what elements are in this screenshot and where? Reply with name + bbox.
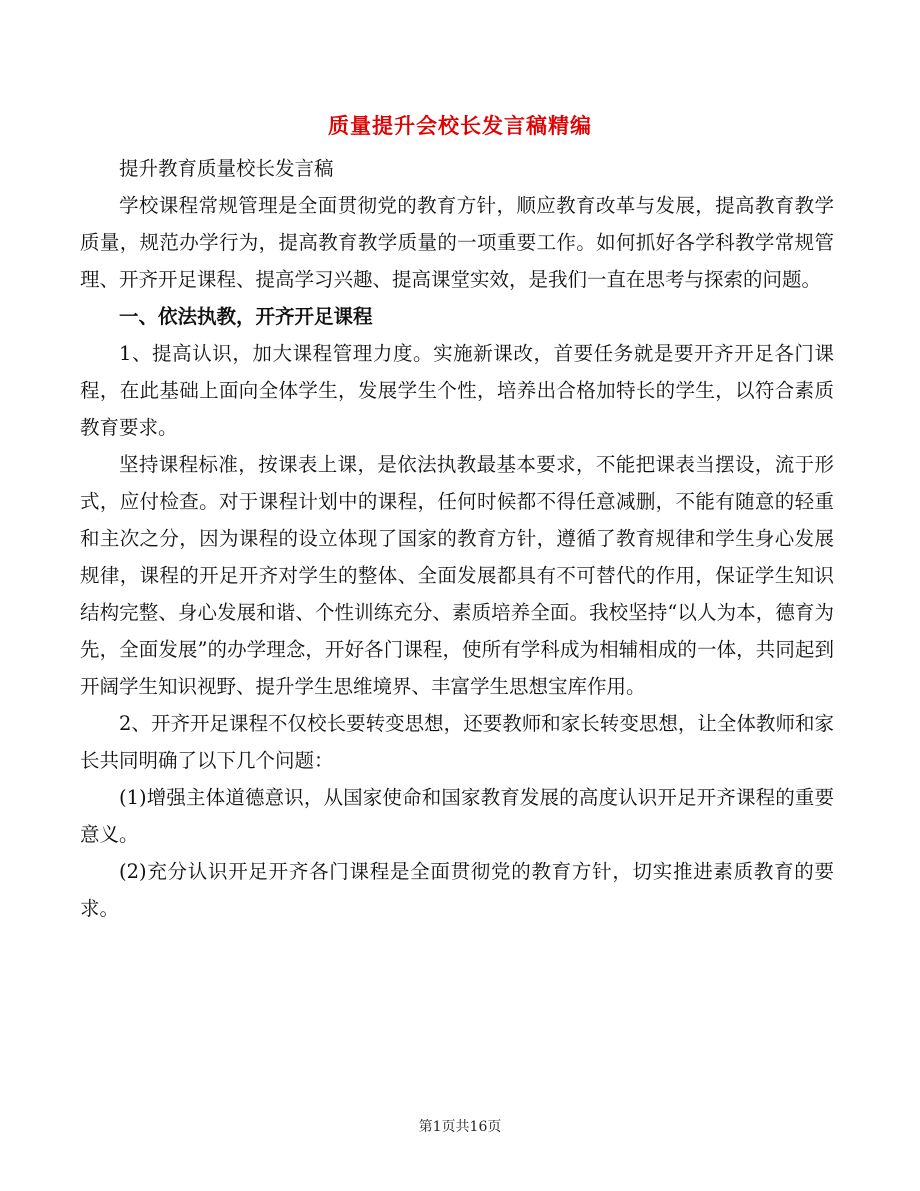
list-item: (2)充分认识开足开齐各门课程是全面贯彻党的教育方针，切实推进素质教育的要求。 (80, 860, 834, 920)
subtitle-paragraph: 提升教育质量校长发言稿 (119, 157, 334, 180)
document-body (80, 150, 834, 927)
intro-paragraph: 学校课程常规管理是全面贯彻党的教育方针，顺应教育改革与发展，提高教育教学质量，规范办学行为，提高教育教学质量的一项重要工作。如何抓好各学科教学常规管理、开齐开足课程、提高学习兴趣、提高课堂实效，是我们一直在思考与探索的问题。 (80, 194, 834, 291)
body-paragraph: 1、提高认识，加大课程管理力度。实施新课改，首要任务就是要开齐开足各门课程，在此基础上面向全体学生，发展学生个性，培养出合格加特长的学生，以符合素质教育要求。 (80, 342, 834, 439)
body-paragraph: 2、开齐开足课程不仅校长要转变思想，还要教师和家长转变思想，让全体教师和家长共同明确了以下几个问题： (80, 712, 834, 772)
body-paragraph: 坚持课程标准，按课表上课，是依法执教最基本要求，不能把课表当摆设，流于形式，应付检查。对于课程计划中的课程，任何时候都不得任意减删，不能有随意的轻重和主次之分，因为课程的设立体现了国家的教育方针，遵循了教育规律和学生身心发展规律，课程的开足开齐对学生的整体、全面发展都具有不可替代的作用，保证学生知识结构完整、身心发展和谐、个性训练充分、素质培养全面。我校坚持“以人为本，德育为先，全面发展”的办学理念，开好各门课程，使所有学科成为相辅相成的一体，共同起到开阔学生知识视野、提升学生思维境界、丰富学生思想宝库作用。 (80, 453, 834, 698)
section-heading: 一、依法执教，开齐开足课程 (119, 305, 373, 328)
list-item: (1)增强主体道德意识，从国家使命和国家教育发展的高度认识开足开齐课程的重要意义。 (80, 786, 834, 846)
page-number: 第1页共16页 (418, 1119, 502, 1135)
document-title: 质量提升会校长发言稿精编 (328, 113, 592, 138)
